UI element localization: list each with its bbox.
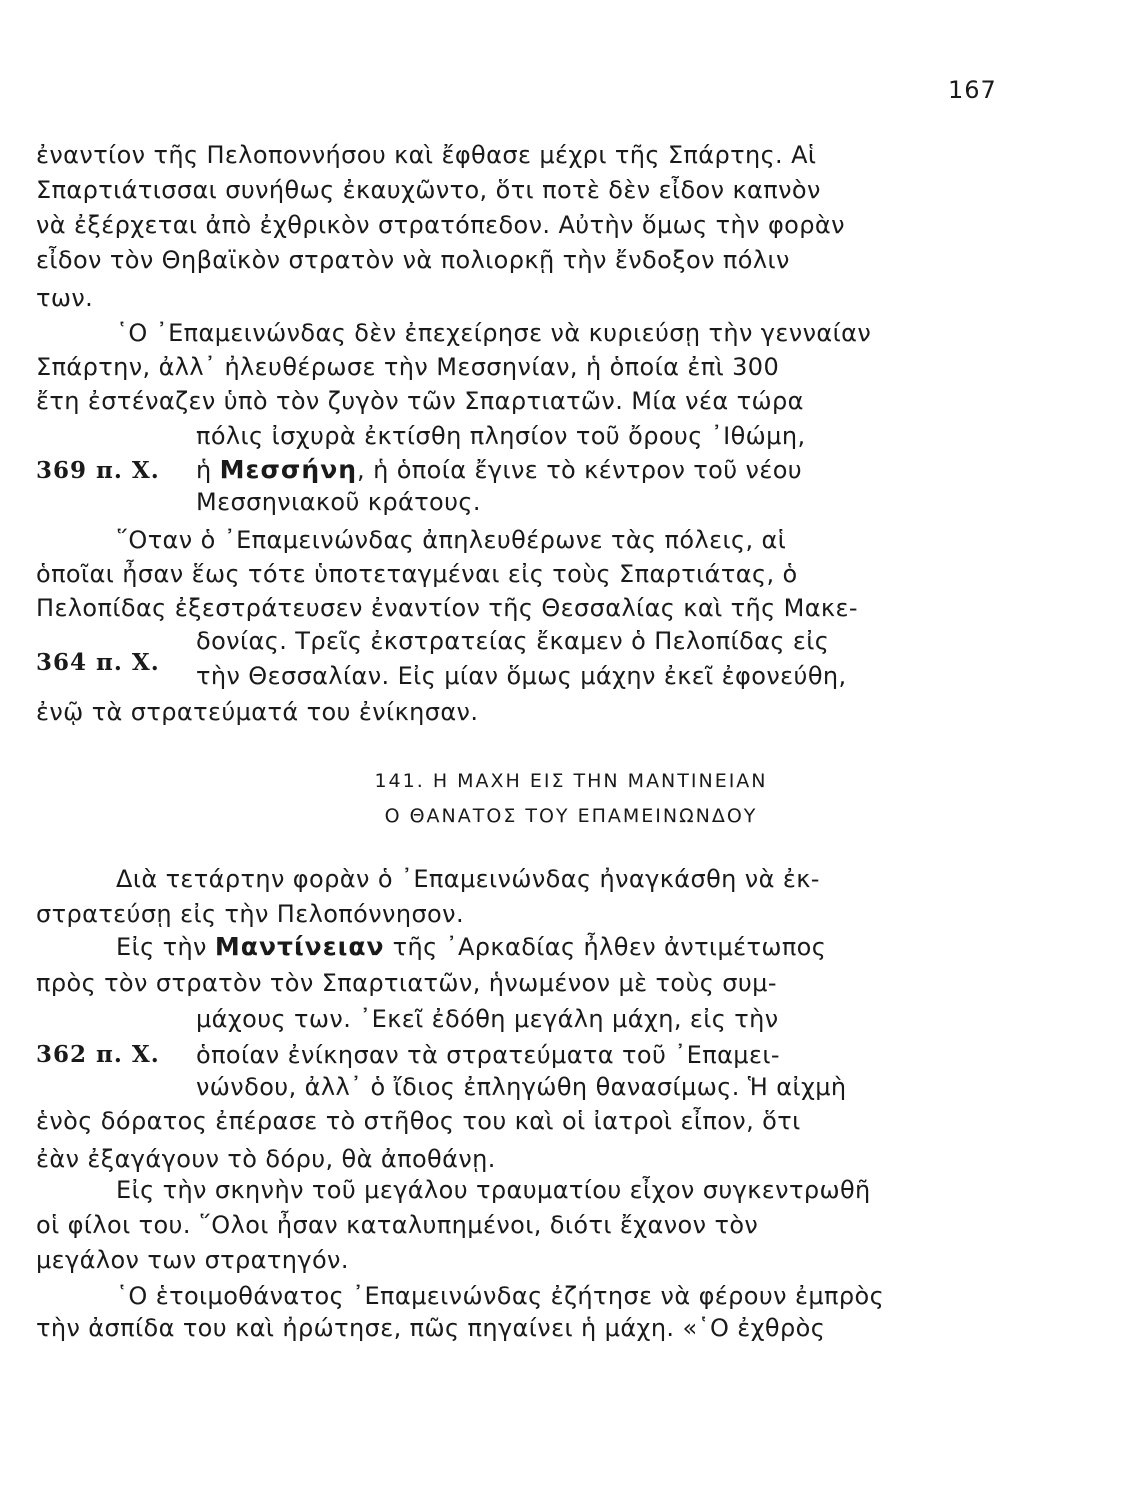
text-line: ὁποίαν ἐνίκησαν τὰ στρατεύματα τοῦ ᾿Επαμει- (196, 1041, 780, 1069)
text-line: των. (36, 284, 94, 312)
text-line: ῾Ο ᾿Επαμεινώνδας δὲν ἐπεχείρησε νὰ κυριεύσῃ τὴν γενναίαν (116, 319, 872, 347)
text-line: νὰ ἐξέρχεται ἀπὸ ἐχθρικὸν στρατόπεδον. Αὐτὴν ὅμως τὴν φορὰν (36, 211, 845, 239)
text-line: ῾Ο ἑτοιμοθάνατος ᾿Επαμεινώνδας ἐζήτησε νὰ φέρουν ἐμπρὸς (116, 1282, 885, 1310)
text-line: οἱ φίλοι του. ῞Ολοι ἦσαν καταλυπημένοι, διότι ἔχανον τὸν (36, 1211, 759, 1239)
section-heading: 141. Η ΜΑΧΗ ΕΙΣ ΤΗΝ ΜΑΝΤΙΝΕΙΑΝ (374, 770, 768, 792)
text-line: ἐὰν ἐξαγάγουν τὸ δόρυ, θὰ ἀποθάνῃ. (36, 1145, 496, 1173)
margin-date: 364 π. Χ. (36, 649, 160, 676)
text-fragment: , ἡ ὁποία ἔγινε τὸ κέντρον τοῦ νέου (357, 456, 803, 484)
emphasized-term: Μεσσήνη (219, 455, 358, 484)
text-line: τὴν Θεσσαλίαν. Εἰς μίαν ὅμως μάχην ἐκεῖ ἐφονεύθη, (196, 662, 847, 690)
text-line: Διὰ τετάρτην φορὰν ὁ ᾿Επαμεινώνδας ἠναγκάσθη νὰ ἐκ- (116, 865, 820, 893)
emphasized-term: Μαντίνειαν (214, 932, 385, 961)
text-line: Εἰς τὴν σκηνὴν τοῦ μεγάλου τραυματίου εἶχον συγκεντρωθῆ (116, 1176, 871, 1204)
text-line: τὴν ἀσπίδα του καὶ ἠρώτησε, πῶς πηγαίνει ἡ μάχη. «῾Ο ἐχθρὸς (36, 1314, 826, 1342)
text-line: πόλις ἰσχυρὰ ἐκτίσθη πλησίον τοῦ ὄρους ᾿Ιθώμη, (196, 422, 806, 450)
text-line: Μεσσηνιακοῦ κράτους. (196, 488, 481, 516)
text-line: ῞Οταν ὁ ᾿Επαμεινώνδας ἀπηλευθέρωνε τὰς πόλεις, αἱ (116, 526, 787, 554)
text-fragment: τῆς ᾿Αρκαδίας ἦλθεν ἀντιμέτωπος (392, 933, 827, 961)
text-line: εἶδον τὸν Θηβαϊκὸν στρατὸν νὰ πολιορκῇ τὴν ἔνδοξον πόλιν (36, 246, 790, 274)
text-line: νώνδου, ἀλλ᾿ ὁ ἴδιος ἐπληγώθη θανασίμως. Ἡ αἰχμὴ (196, 1073, 847, 1101)
text-line: Σπάρτην, ἀλλ᾿ ἠλευθέρωσε τὴν Μεσσηνίαν, ἡ ὁποία ἐπὶ 300 (36, 353, 780, 381)
text-line: ἐναντίον τῆς Πελοποννήσου καὶ ἔφθασε μέχρι τῆς Σπάρτης. Αἱ (36, 141, 817, 169)
text-fragment: ἡ (196, 456, 212, 484)
text-line (116, 932, 986, 962)
text-line: στρατεύσῃ εἰς τὴν Πελοπόννησον. (36, 900, 464, 928)
text-line: ἐνῷ τὰ στρατεύματά του ἐνίκησαν. (36, 698, 479, 726)
text-line: Πελοπίδας ἐξεστράτευσεν ἐναντίον τῆς Θεσσαλίας καὶ τῆς Μακε- (36, 594, 858, 622)
text-line: ἑνὸς δόρατος ἐπέρασε τὸ στῆθος του καὶ οἱ ἰατροὶ εἶπον, ὅτι (36, 1107, 801, 1135)
text-fragment: Εἰς τὴν (116, 933, 207, 961)
text-line (196, 455, 986, 485)
text-line: μάχους των. ᾿Εκεῖ ἐδόθη μεγάλη μάχη, εἰς τὴν (196, 1005, 779, 1033)
text-line: ὁποῖαι ἦσαν ἕως τότε ὑποτεταγμέναι εἰς τοὺς Σπαρτιάτας, ὁ (36, 560, 798, 588)
text-line: πρὸς τὸν στρατὸν τὸν Σπαρτιατῶν, ἡνωμένον μὲ τοὺς συμ- (36, 969, 777, 997)
text-line: μεγάλον των στρατηγόν. (36, 1246, 349, 1274)
section-subheading: Ο ΘΑΝΑΤΟΣ ΤΟΥ ΕΠΑΜΕΙΝΩΝΔΟΥ (384, 805, 758, 827)
page-number: 167 (948, 76, 997, 104)
text-line: ἔτη ἐστέναζεν ὑπὸ τὸν ζυγὸν τῶν Σπαρτιατῶν. Μία νέα τώρα (36, 387, 804, 415)
text-line: Σπαρτιάτισσαι συνήθως ἐκαυχῶντο, ὅτι ποτὲ δὲν εἶδον καπνὸν (36, 176, 821, 204)
margin-date: 369 π. Χ. (36, 457, 160, 484)
margin-date: 362 π. Χ. (36, 1041, 160, 1068)
text-line: δονίας. Τρεῖς ἐκστρατείας ἔκαμεν ὁ Πελοπίδας εἰς (196, 627, 830, 655)
